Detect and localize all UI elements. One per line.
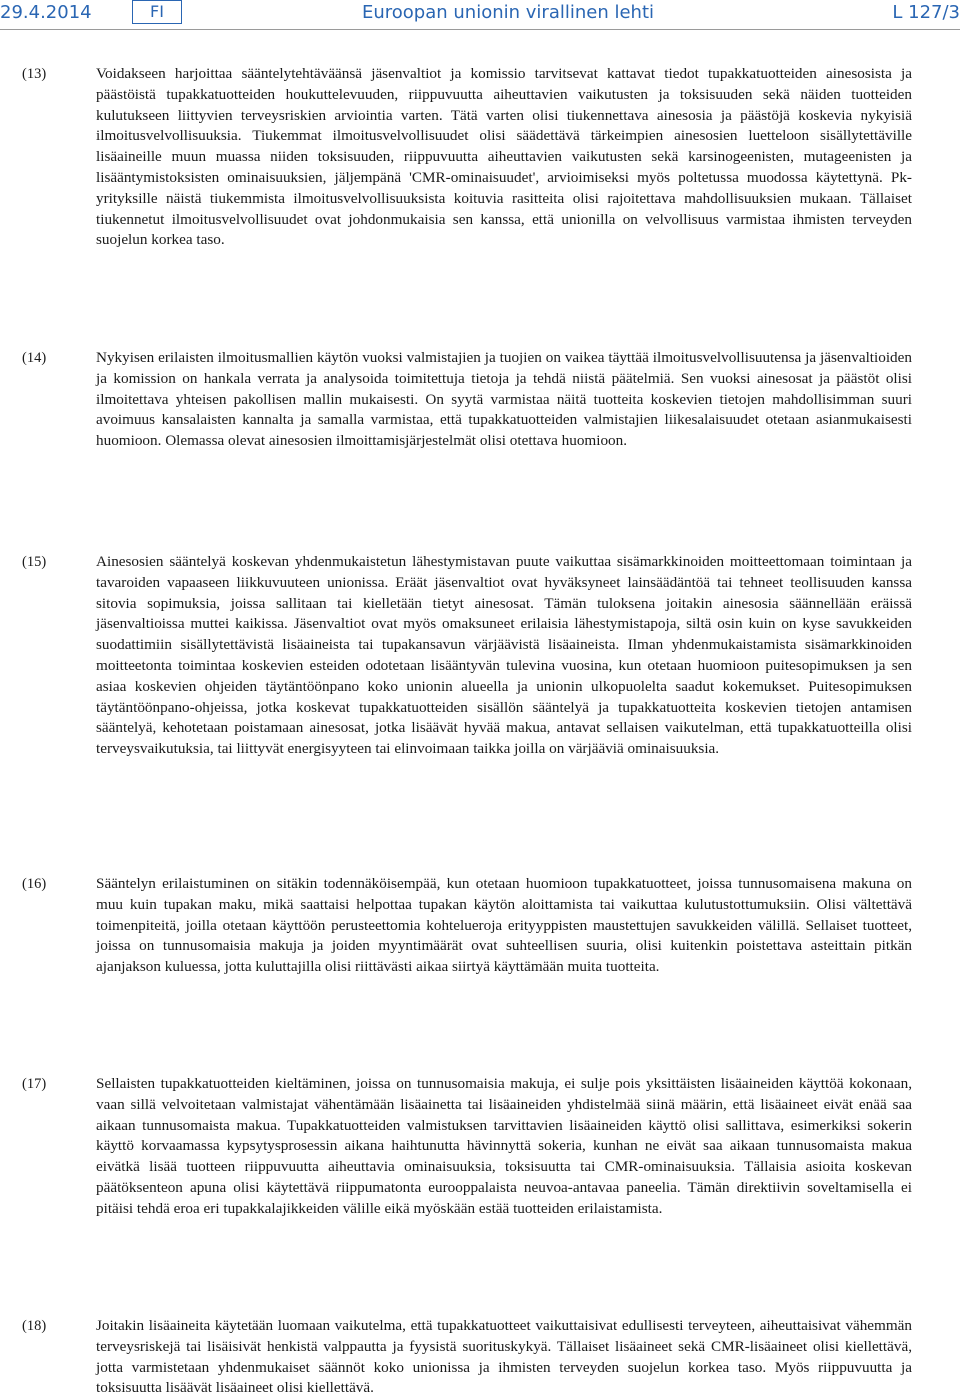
recital-text: Ainesosien sääntelyä koskevan yhdenmukaistetun lähestymistavan puute vaikuttaa sisämarkkinoiden moitteettomaan toimintaan ja tavaroiden vapaaseen liikkuvuuteen unionissa. Eräät jäsenvaltiot ovat hyväksyneet lainsäädäntöä tai tehneet teollisuuden kanssa sitovia sopimuksia, joissa sallitaan tai kielletään tietyt ainesosat. Tämän tuloksena joitakin ainesosia säännellään eräissä jäsenvaltioissa muttei kaikissa. Jäsenvaltiot ovat myös omaksuneet erilaisia lähestymistapoja, siltä osin kuin on kyse savukkeiden suodattimiin sisällytettävistä lisäaineista tai tupakansavun värjäävistä lisäaineista. Ilman yhdenmukaistamista sisämarkkinoiden moitteetonta toimintaa koskevien esteiden odotetaan lisääntyvän tulevina vuosina, kun otetaan huomioon puitesopimuksen ja sen asiaa koskevien ohjeiden täytäntöönpano koko unionin alueella ja unionin ulkopuolelta saadut kokemukset. Puitesopimuksen täytäntöönpano-ohjeissa, jotka koskevat tupakkatuotteiden sisällön sääntelyä ja tupakkatuotteita koskevien tietojen antamisen sääntelyä, kehotetaan poistamaan ainesosat, jotka lisäävät hyvää makua, antavat sellaisen vaikutelman, että tupakkatuotteilla olisi terveysvaikutuksia, tai liittyvät energisyyteen tai elinvoimaan taikka joilla on värjääviä ominaisuuksia. [96, 553, 912, 758]
page-reference: L 127/3 [892, 2, 960, 23]
recital-text: Sääntelyn erilaistuminen on sitäkin todennäköisempää, kun otetaan huomioon tupakkatuotteet, joissa tunnusomaisena makuna on muu kuin tupakan maku, mikä saattaisi helpottaa tupakan käytön aloittamista tai vaikuttaa kulutustottumuksiin. Olisi vältettävä toimenpiteitä, joilla otetaan käyttöön perusteettomia kohtelueroja erityyppisten maustettujen savukkeiden välillä. Sellaiset tuotteet, joissa on tunnusomaisia makuja ja joiden myyntimäärät ovat suhteellisen suuria, olisi kuitenkin poistettava asteittain pitkän ajanjakson kuluessa, jotta kuluttajilla olisi riittävästi aikaa siirtyä käyttämään muita tuotteita. [96, 875, 912, 976]
recital-text: Sellaisten tupakkatuotteiden kieltäminen, joissa on tunnusomaisia makuja, ei sulje pois yksittäisten lisäaineiden käyttöä kokonaan, vaan sillä velvoitetaan valmistajat vähentämään lisäainetta tai lisäaineiden yhdistelmää siinä määrin, että lisäaineet eivät enää saa aikaan tunnusomaista makua. Tupakkatuotteiden valmistuksen tarvittavien lisäaineiden käyttö olisi sallittava, esimerkiksi sokerin käyttö korvaamassa kypsytysprosessin aikana haihtunutta hävinnyttä sokeria, kunhan ne eivät saa aikaan tunnusomaista makua eivätkä lisää tuotteen riippuvuutta aiheuttavia ominaisuuksia, toksisuutta tai CMR-ominaisuuksia. Tällaisia asioita koskevan päätöksenteon apuna olisi käytettävä riippumatonta eurooppalaista neuvoa-antavaa paneelia. Tämän direktiivin soveltamisella ei pitäisi tehdä eroa eri tupakkalajikkeiden välille eikä myöskään estää tuotteiden erilaistamista. [96, 1075, 912, 1217]
recital-number: (16) [22, 876, 47, 892]
recital-number: (17) [22, 1076, 47, 1092]
recital-text: Nykyisen erilaisten ilmoitusmallien käytön vuoksi valmistajien ja tuojien on vaikea täyttää ilmoitusvelvollisuutensa ja jäsenvaltioiden ja komission on hankala verrata ja analysoida toimitettuja tietoja ja tehdä niistä päätelmiä. Sen vuoksi ainesosat ja päästöt olisi ilmoitettava yhteisen pakollisen mallin mukaisesti. On syytä varmistaa näitä tuotteita koskevien tietojen mahdollisimman suuri avoimuus kansalaisten kannalta ja samalla varmistaa, että tupakkatuotteiden valmistajien liikesalaisuudet otetaan asianmukaisesti huomioon. Olemassa olevat ainesosien ilmoittamisjärjestelmät olisi otettava huomioon. [96, 349, 912, 450]
recital-number: (15) [22, 554, 47, 570]
recital-number: (14) [22, 350, 47, 366]
journal-title: Euroopan unionin virallinen lehti [362, 2, 655, 23]
page-header [0, 0, 960, 30]
publication-date: 29.4.2014 [0, 2, 92, 23]
recital-text: Joitakin lisäaineita käytetään luomaan vaikutelma, että tupakkatuotteet vaikuttaisivat edullisesti terveyteen, aiheuttaisivat vähemmän terveysriskejä tai lisäisivät henkistä valppautta ja fyysistä suorituskykyä. Tällaiset lisäaineet sekä CMR-lisäaineet olisi kiellettävä, jotta varmistetaan yhdenmukaiset säännöt koko unionissa ja ihmisten terveyden suojelun korkea taso. Myös riippuvuutta ja toksisuutta lisäävät lisäaineet olisi kiellettävä. [96, 1317, 912, 1397]
recital-number: (18) [22, 1318, 47, 1334]
recital-text: Voidakseen harjoittaa sääntelytehtäväänsä jäsenvaltiot ja komissio tarvitsevat kattavat tiedot tupakkatuotteiden ainesosista ja päästöistä tupakkatuotteiden houkuttelevuuden, riippuvuutta aiheuttavien vaikutusten ja toksisuuden sekä näiden tuotteiden kulutukseen liittyvien terveysriskien arviointia varten. Tätä varten olisi tiukennettava ainesosia ja päästöjä koskevia nykyisiä ilmoitusvelvollisuuksia. Tiukemmat ilmoitusvelvollisuudet olisi säädettävä tärkeimpien ainesosien luetteloon sisällytettäville lisäaineille muun muassa niiden toksisuuden, riippuvuutta aiheuttavien vaikutusten sekä karsinogeenisten, mutageenisten ja lisääntymistoksisten ominaisuuksien, jäljempänä 'CMR-ominaisuudet', arvioimiseksi myös poltetussa muodossa käytettynä. Pk-yrityksille näistä tiukemmista ilmoitusvelvollisuuksista koituvia rasitteita olisi rajoitettava mahdollisuuksien mukaan. Tällaiset tiukennetut ilmoitusvelvollisuudet ovat johdonmukaisia sen kanssa, että unionilla on velvollisuus varmistaa ihmisten terveyden suojelun korkea taso. [96, 65, 912, 249]
recital-number: (13) [22, 66, 47, 82]
header-divider [0, 29, 960, 30]
language-badge: FI [132, 0, 182, 24]
